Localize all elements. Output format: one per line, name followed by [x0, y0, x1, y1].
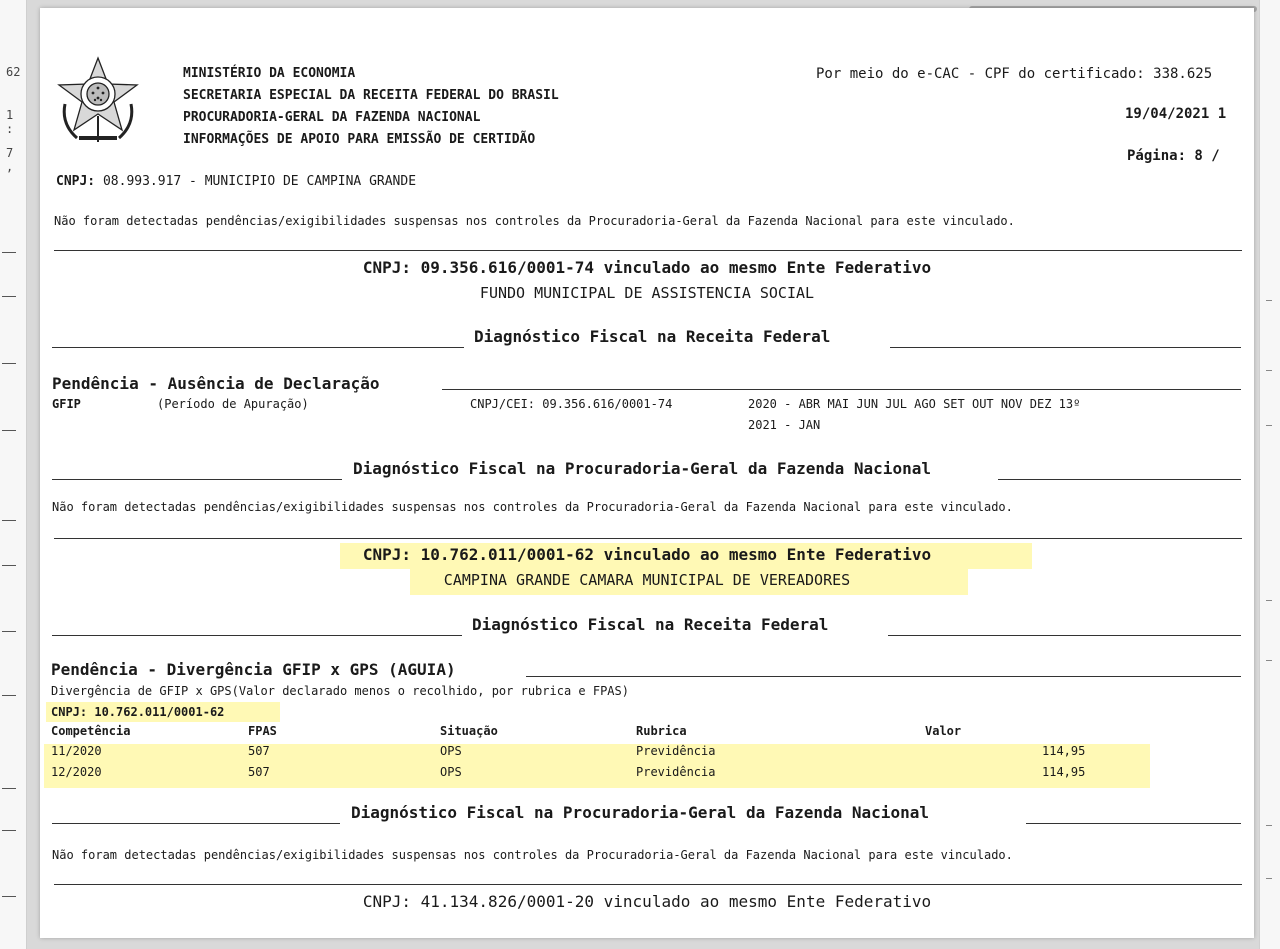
- procuradoria-name: PROCURADORIA-GERAL DA FAZENDA NACIONAL: [183, 110, 481, 125]
- previous-page-fragment: 62: [6, 65, 21, 79]
- cell-valor: 114,95: [1042, 765, 1086, 779]
- cell-competencia: 11/2020: [51, 744, 102, 758]
- table-header-situacao: Situação: [440, 724, 498, 738]
- missing-periods-2020: 2020 - ABR MAI JUN JUL AGO SET OUT NOV DEZ 13º: [748, 397, 1081, 411]
- ministry-name: MINISTÉRIO DA ECONOMIA: [183, 66, 356, 81]
- main-cnpj-label: CNPJ:: [56, 174, 96, 189]
- section-title: CNPJ: 09.356.616/0001-74 vinculado ao mesmo Ente Federativo: [362, 258, 932, 277]
- receita-federal-heading: Diagnóstico Fiscal na Receita Federal: [474, 327, 831, 346]
- pgfn-notice: Não foram detectadas pendências/exigibilidades suspensas nos controles da Procuradoria-Geral da Fazenda Nacional para este vinculado.: [52, 500, 1013, 514]
- section-entity-name: CAMPINA GRANDE CAMARA MUNICIPAL DE VEREADORES: [443, 571, 851, 589]
- pgfn-heading: Diagnóstico Fiscal na Procuradoria-Geral da Fazenda Nacional: [351, 803, 929, 822]
- pgfn-notice: Não foram detectadas pendências/exigibilidades suspensas nos controles da Procuradoria-Geral da Fazenda Nacional para este vinculado.: [54, 214, 1015, 228]
- pendencia-title: Pendência - Divergência GFIP x GPS (AGUIA): [51, 660, 456, 679]
- receita-federal-heading: Diagnóstico Fiscal na Receita Federal: [472, 615, 829, 634]
- table-header-rubrica: Rubrica: [636, 724, 687, 738]
- pgfn-heading: Diagnóstico Fiscal na Procuradoria-Geral da Fazenda Nacional: [353, 459, 931, 478]
- cell-rubrica: Previdência: [636, 744, 716, 758]
- ecac-certificate-info: Por meio do e-CAC - CPF do certificado: 338.625: [816, 66, 1213, 82]
- pgfn-notice: Não foram detectadas pendências/exigibilidades suspensas nos controles da Procuradoria-Geral da Fazenda Nacional para este vinculado.: [52, 848, 1013, 862]
- main-cnpj-value: 08.993.917 - MUNICIPIO DE CAMPINA GRANDE: [102, 174, 417, 189]
- secretariat-name: SECRETARIA ESPECIAL DA RECEITA FEDERAL DO BRASIL: [183, 88, 559, 103]
- pendencia-title: Pendência - Ausência de Declaração: [52, 374, 380, 393]
- cell-situacao: OPS: [440, 744, 462, 758]
- cell-valor: 114,95: [1042, 744, 1086, 758]
- cell-competencia: 12/2020: [51, 765, 102, 779]
- gfip-label: GFIP: [52, 397, 81, 411]
- highlight-mark: [44, 744, 1150, 788]
- cell-rubrica: Previdência: [636, 765, 716, 779]
- cell-fpas: 507: [248, 765, 270, 779]
- pendencia-description: Divergência de GFIP x GPS(Valor declarado menos o recolhido, por rubrica e FPAS): [51, 684, 629, 698]
- main-cnpj: [56, 174, 416, 189]
- emission-date: 19/04/2021 1: [1125, 106, 1227, 122]
- cell-fpas: 507: [248, 744, 270, 758]
- previous-page-fragment: 7 ,: [6, 146, 14, 174]
- previous-page-strip: [0, 0, 27, 949]
- table-header-fpas: FPAS: [248, 724, 277, 738]
- section-title: CNPJ: 10.762.011/0001-62 vinculado ao mesmo Ente Federativo: [362, 545, 932, 564]
- table-header-valor: Valor: [925, 724, 962, 738]
- cnpj-cei: CNPJ/CEI: 09.356.616/0001-74: [470, 397, 673, 411]
- section-entity-name: FUNDO MUNICIPAL DE ASSISTENCIA SOCIAL: [479, 284, 815, 302]
- document-page: [40, 8, 1254, 938]
- periodo-label: (Período de Apuração): [157, 397, 309, 411]
- next-page-strip: [1259, 0, 1280, 949]
- divergence-cnpj: CNPJ: 10.762.011/0001-62: [51, 705, 225, 719]
- previous-page-fragment: 1 :: [6, 108, 14, 136]
- document-purpose: INFORMAÇÕES DE APOIO PARA EMISSÃO DE CERTIDÃO: [183, 132, 536, 147]
- table-header-competencia: Competência: [51, 724, 131, 738]
- missing-periods-2021: 2021 - JAN: [748, 418, 821, 432]
- page-number: Página: 8 /: [1127, 148, 1220, 164]
- brazil-coat-of-arms-icon: [55, 54, 141, 146]
- section-title: CNPJ: 41.134.826/0001-20 vinculado ao mesmo Ente Federativo: [362, 892, 932, 911]
- cell-situacao: OPS: [440, 765, 462, 779]
